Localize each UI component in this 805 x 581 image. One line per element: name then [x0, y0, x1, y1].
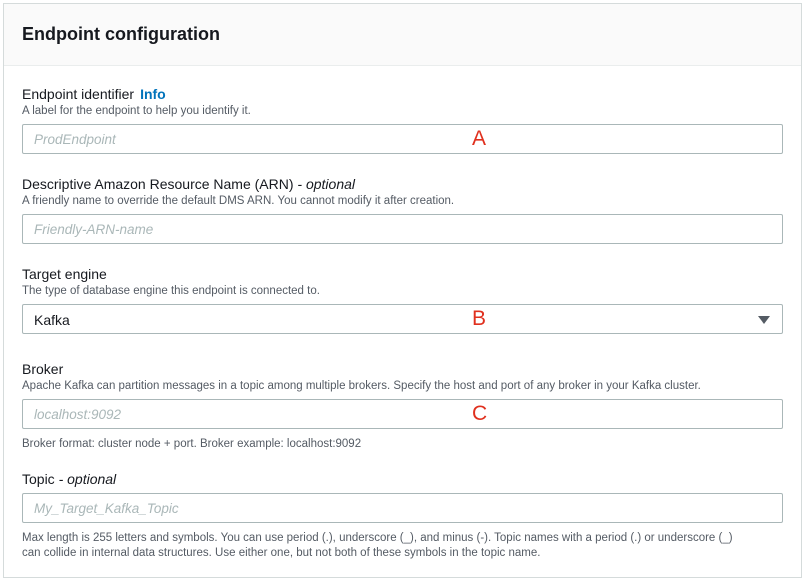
broker-placeholder: localhost:9092 — [34, 407, 122, 422]
arn-field — [22, 175, 783, 237]
broker-hint: Broker format: cluster node + port. Broker example: localhost:9092 — [22, 438, 362, 450]
topic-optional-label: - optional — [58, 471, 117, 487]
topic-placeholder: My_Target_Kafka_Topic — [34, 501, 179, 516]
endpoint-identifier-input[interactable] — [22, 124, 783, 154]
dropdown-caret-icon — [758, 316, 770, 324]
arn-optional-label: - optional — [297, 176, 356, 192]
endpoint-identifier-placeholder: ProdEndpoint — [34, 132, 116, 147]
topic-input[interactable] — [22, 493, 783, 523]
annotation-marker-c: C — [472, 402, 488, 425]
info-link[interactable]: Info — [140, 86, 166, 102]
annotation-marker-a: A — [472, 127, 487, 150]
topic-field — [22, 470, 783, 559]
target-engine-label: Target engine — [22, 266, 107, 282]
target-engine-value: Kafka — [34, 312, 70, 328]
target-engine-description: The type of database engine this endpoint is connected to. — [22, 285, 320, 297]
panel-header — [4, 4, 801, 66]
panel-title: Endpoint configuration — [22, 24, 220, 44]
endpoint-identifier-field — [22, 85, 783, 150]
broker-label: Broker — [22, 361, 64, 377]
broker-description: Apache Kafka can partition messages in a topic among multiple brokers. Specify the host and port of any broker in your Kafka cluster. — [22, 380, 701, 392]
arn-placeholder: Friendly-ARN-name — [34, 222, 154, 237]
topic-hint-line-2: can collide in internal data structures. Use either one, but not both of these symbols in the topic name. — [22, 547, 541, 559]
broker-input[interactable] — [22, 399, 783, 429]
target-engine-field — [22, 265, 783, 330]
annotation-marker-b: B — [472, 307, 487, 330]
broker-field — [22, 360, 783, 450]
target-engine-select[interactable] — [22, 304, 783, 334]
arn-description: A friendly name to override the default DMS ARN. You cannot modify it after creation. — [22, 195, 455, 207]
topic-hint-line-1: Max length is 255 letters and symbols. You can use period (.), underscore (_), and minus (-). Topic names with a period (.) or underscore (_) — [22, 532, 733, 544]
arn-input[interactable] — [22, 214, 783, 244]
topic-label: Topic — [22, 471, 55, 487]
endpoint-configuration-panel — [3, 3, 802, 578]
arn-label: Descriptive Amazon Resource Name (ARN) — [22, 176, 294, 192]
endpoint-identifier-label: Endpoint identifier — [22, 86, 135, 102]
endpoint-identifier-description: A label for the endpoint to help you identify it. — [22, 105, 251, 117]
